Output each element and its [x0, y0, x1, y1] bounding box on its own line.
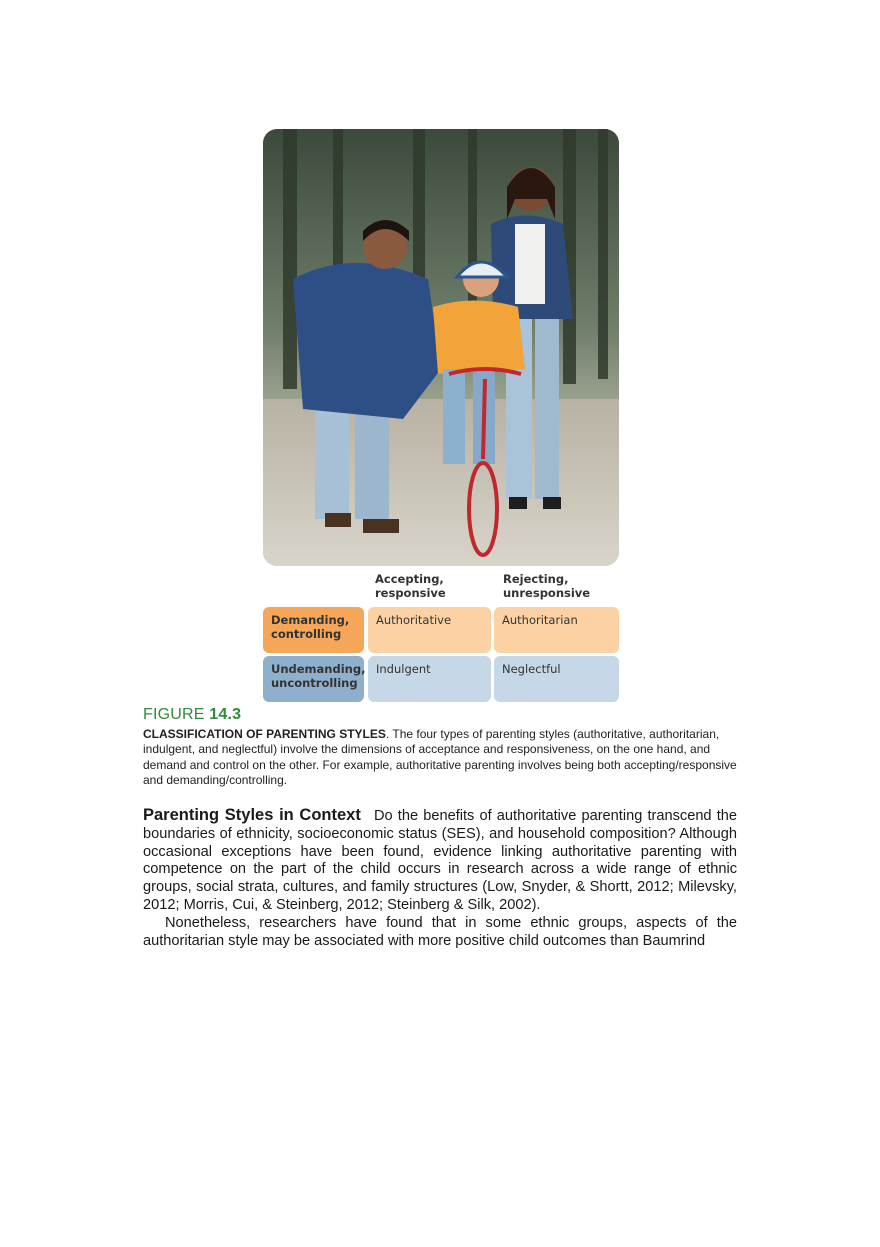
row-header-demanding: Demanding, controlling [263, 607, 364, 653]
section-text [143, 807, 737, 950]
col-header-rejecting: Rejecting, unresponsive [503, 572, 591, 600]
parenting-styles-grid [263, 570, 619, 702]
caption-text: . The four types of parenting styles (authoritative, authoritarian, indulgent, and neglectful) involve the dimensions of acceptance and responsiveness, on the one hand, and demand and control on the other. For example, authoritative parenting involves being both accepting/responsive and demanding/controlling. [143, 727, 737, 788]
cell-indulgent: Indulgent [368, 656, 491, 702]
figure-number: 14.3 [209, 706, 242, 723]
paragraph-1-text: Do the benefits of authoritative parenting transcend the boundaries of ethnicity, socioeconomic status (SES), and household composition? Although occasional exceptions have been found, evidence linking authoritative parenting with competence on the part of the child occurs in research across a wide range of ethnic groups, social strata, cultures, and family structures (Low, Snyder, & Shortt, 2012; Milevsky, 2012; Morris, Cui, & Steinberg, 2012; Steinberg & Silk, 2002). [143, 808, 737, 913]
family-bicycle-photo-icon [263, 129, 619, 566]
figure-label: FIGURE [143, 706, 210, 723]
figure-caption-body [143, 727, 739, 789]
family-bicycle-photo [263, 129, 619, 566]
row-header-undemanding: Undemanding, uncontrolling [263, 656, 364, 702]
paragraph-2: Nonetheless, researchers have found that in some ethnic groups, aspects of the authoritarian style may be associated with more positive child outcomes than Baumrind [143, 914, 737, 949]
paragraph-1 [143, 807, 737, 915]
cell-authoritarian: Authoritarian [494, 607, 619, 653]
figure-caption-title [143, 706, 241, 724]
section-heading: Parenting Styles in Context [143, 806, 361, 824]
cell-authoritative: Authoritative [368, 607, 491, 653]
col-header-accepting: Accepting, responsive [375, 572, 446, 600]
caption-heading: CLASSIFICATION OF PARENTING STYLES [143, 727, 386, 741]
cell-neglectful: Neglectful [494, 656, 619, 702]
